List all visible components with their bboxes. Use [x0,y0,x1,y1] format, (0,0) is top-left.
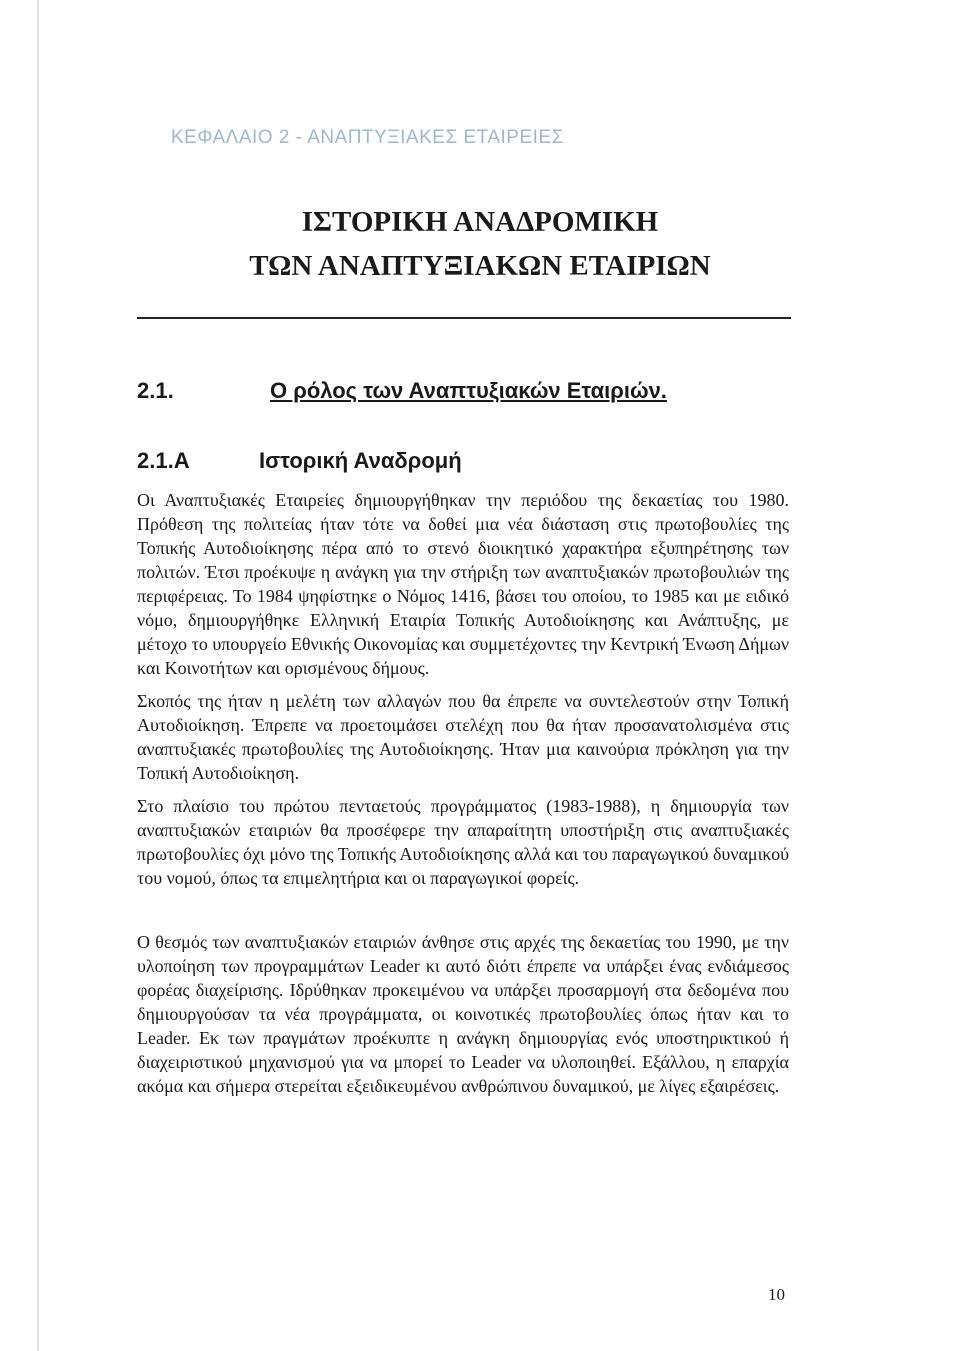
section-heading [137,378,791,404]
subsection-heading [137,448,791,474]
section-title: Ο ρόλος των Αναπτυξιακών Εταιριών. [270,378,667,403]
title-line-2: ΤΩΝ ΑΝΑΠΤΥΞΙΑΚΩΝ ΕΤΑΙΡΙΩΝ [249,250,711,282]
subsection-title: Ιστορική Αναδρομή [259,448,462,473]
paragraph: Ο θεσμός των αναπτυξιακών εταιριών άνθησε στις αρχές της δεκαετίας του 1990, με την υλοποίηση των προγραμμάτων Leader κι αυτό διότι έπρεπε να υπάρξει ένας ενδιάμεσος φορέας διαχείρισης. Ιδρύθηκαν προκειμένου να υπάρξει προσαρμογή στα δεδομένα που δημιουργούσαν τα νέα προγράμματα, οι κοινοτικές πρωτοβουλίες όπως ήταν και το Leader. Εκ των πραγμάτων προέκυπτε η ανάγκη δημιουργίας ενός υποστηρικτικού ή διαχειριστικού μηχανισμού για να μπορεί το Leader να υλοποιηθεί. Εξάλλου, η επαρχία ακόμα και σήμερα στερείται εξειδικευμένου ανθρώπινου δυναμικού, με λίγες εξαιρέσεις. [137,932,789,1096]
page-title [0,200,960,288]
horizontal-rule [137,317,791,319]
title-line-1: ΙΣΤΟΡΙΚΗ ΑΝΑΔΡΟΜΙΚΗ [301,206,659,238]
section-number: 2.1. [137,378,174,403]
paragraph: Στο πλαίσιο του πρώτου πενταετούς προγράμματος (1983-1988), η δημιουργία των αναπτυξιακών εταιριών θα προσέφερε την απαραίτητη υποστήριξη στις αναπτυξιακές πρωτοβουλίες όχι μόνο της Τοπικής Αυτοδιοίκησης αλλά και του παραγωγικού δυναμικού του νομού, όπως τα επιμελητήρια και οι παραγωγικοί φορείς. [137,796,789,888]
paragraph: Σκοπός της ήταν η μελέτη των αλλαγών που θα έπρεπε να συντελεστούν στην Τοπική Αυτοδιοίκηση. Έπρεπε να προετοιμάσει στελέχη που θα ήταν προσανατολισμένα στις αναπτυξιακές πρωτοβουλίες της Αυτοδιοίκησης. Ήταν μια καινούρια πρόκληση για την Τοπική Αυτοδιοίκηση. [137,691,789,783]
page-number: 10 [768,1285,785,1304]
paragraph: Οι Αναπτυξιακές Εταιρείες δημιουργήθηκαν την περιόδου της δεκαετίας του 1980. Πρόθεση της πολιτείας ήταν τότε να δοθεί μια νέα διάσταση στις πρωτοβουλίες της Τοπικής Αυτοδιοίκησης πέρα από το στενό διοικητικό χαρακτήρα εξυπηρέτησης των πολιτών. Έτσι προέκυψε η ανάγκη για την στήριξη των αναπτυξιακών πρωτοβουλιών της περιφέρειας. Το 1984 ψηφίστηκε ο Νόμος 1416, βάσει του οποίου, το 1985 και με ειδικό νόμο, δημιουργήθηκε Ελληνική Εταιρία Τοπικής Αυτοδιοίκησης και Ανάπτυξης, με μέτοχο το υπουργείο Εθνικής Οικονομίας και συμμετέχοντες την Κεντρική Ένωση Δήμων και Κοινοτήτων και ορισμένους δήμους. [137,490,789,678]
body-text [137,488,789,1098]
subsection-number: 2.1.Α [137,448,190,473]
chapter-header: ΚΕΦΑΛΑΙΟ 2 - ΑΝΑΠΤΥΞΙΑΚΕΣ ΕΤΑΙΡΕΙΕΣ [171,127,564,148]
